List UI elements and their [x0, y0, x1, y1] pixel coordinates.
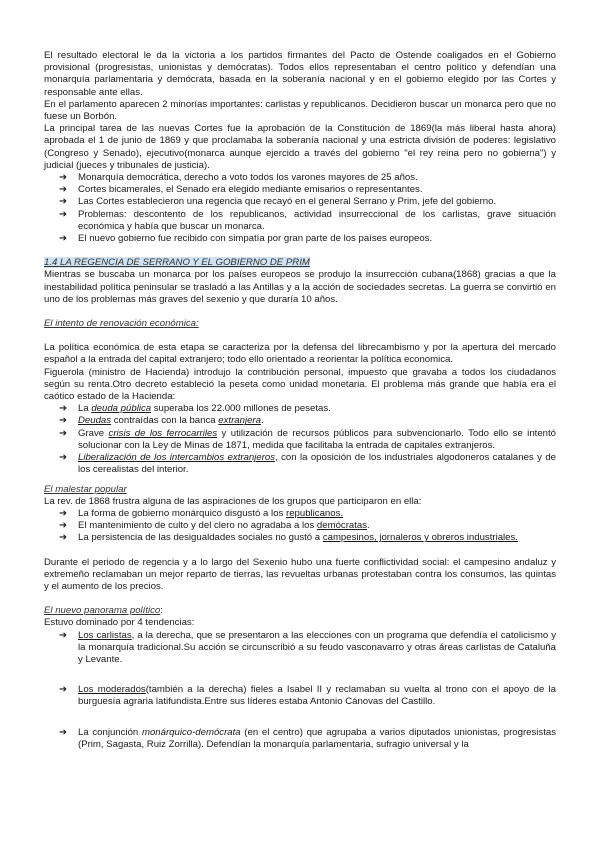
arrow-icon: ➔ — [59, 726, 68, 738]
intro-paragraph-3: La principal tarea de las nuevas Cortes fue la aprobación de la Constitución de 1869(la más liberal hasta ahora) aprobada el 1 de junio de 1869 y que proclamaba la soberanía nacional y una estricta división de poderes: legislativo (Congreso y Senado), ejecutivo(monarca aunque ejercido a través del gobierno "el rey reina pero no gobierna") y judicial (jueces y tribunales de justicia). — [44, 123, 556, 171]
list-item: ➔ La conjunción monárquico-demócrata (en el centro) que agrupaba a varios diputados unionistas, progresistas (Prim, Sagasta, Ruiz Zorrilla). Defendían la monarquía parlamentaria, sufragio universal y la — [59, 726, 556, 750]
arrow-icon: ➔ — [59, 196, 68, 208]
section-heading-malestar: El malestar popular — [44, 483, 127, 495]
economica-bullet-list — [44, 403, 556, 476]
malestar-intro: La rev. de 1868 frustra alguna de las aspiraciones de los grupos que participaron en ella: — [44, 495, 422, 507]
list-item: ➔ Cortes bicamerales, el Senado era elegido mediante emisarios o representantes. — [59, 184, 423, 196]
regencia-paragraph: Mientras se buscaba un monarca por los países europeos se produjo la insurrección cubana(1868) gracias a que la inestabilidad política peninsular se trasladó a las Antillas y a la acción de sociedades secretas. La guerra se convirtió en uno de los problemas más graves del sexenio y que duraría 10 años. — [44, 269, 556, 305]
section-heading-regencia: 1.4 LA REGENCIA DE SERRANO Y EL GOBIERNO DE PRIM — [44, 257, 310, 269]
arrow-icon: ➔ — [59, 629, 68, 641]
list-item: ➔ La persistencia de las desigualdades sociales no gustó a campesinos, jornaleros y obreros industriales. — [59, 532, 518, 544]
list-item: ➔ El mantenimiento de culto y del clero no agradaba a los demócratas. — [59, 520, 370, 532]
document-page: El resultado electoral le da la victoria a los partidos firmantes del Pacto de Ostende coaligados en el Gobierno provisional (progresistas, unionistas y demócratas). Todos ellos representaban el centro político y defendían una monarquía parlamentaria y demócrata, basada en la soberanía nacional y en el gobierno elegido por las Cortes y responsable ante ellas. En el parlamento aparecen 2 minorías importantes: carlistas y republicanos. Decidieron buscar un monarca pero que no fuese un Borbón. La principal tarea de las nuevas Cortes fue la aprobación de la Constitución de 1869(la más liberal hasta ahora) aprobada el 1 de junio de 1869 y que proclamaba la soberanía nacional y una estricta división de poderes: legislativo (Congreso y Senado), ejecutivo(monarca aunque ejercido a través del gobierno "el rey reina pero no gobierna") y judicial (jueces y tribunales de justicia). ➔ Monarquía democrática, derecho a voto todos los varones mayores de 25 años. ➔ Cortes bicamerales, el Senado era elegido mediante emisarios o representantes. ➔ Las Cortes establecieron una regencia que recayó en el general Serrano y Prim, jefe del gobierno. ➔ Problemas: descontento de los republicanos, actividad insurreccional de los carlistas, grave situación económica y había que buscar un monarca. ➔ El nuevo gobierno fue recibido con simpatía por gran parte de los países europeos. 1.4 LA REGENCIA DE SERRANO Y EL GOBIERNO DE PRIM Mientras se buscaba un monarca por los países europeos se produjo la insurrección cubana(1868) gracias a que la inestabilidad política peninsular se trasladó a las Antillas y a la acción de sociedades secretas. La guerra se convirtió en uno de los problemas más graves del sexenio y que duraría 10 años. El intento de renovación económica: La política económica de esta etapa se caracteriza por la defensa del librecambismo y por la apertura del mercado español a la entrada del capital extranjero; todo ello orientado a reorientar la política economica. Figuerola (ministro de Hacienda) introdujo la contribución personal, impuesto que gravaba a todos los ciudadanos según su renta.Otro decreto estableció la peseta como unidad monetaria. El problema más grande que había era el caótico estado de la Hacienda: ➔ La deuda pública superaba los 22.000 millones de pesetas. ➔ Deudas contraídas con la banca extranjera. ➔ Grave crisis de los ferrocarriles y utilización de recursos públicos para subvencionarlo. Todo ello se intentó solucionar con la Ley de Minas de 1871, medida que facilitaba la entrada de capitales extranjeros. ➔ Liberalización de los intercambios extranjeros, con la oposición de los industriales algodoneros catalanes y de los cerealistas del interior. El malestar popular La rev. de 1868 frustra alguna de las aspiraciones de los grupos que participaron en ella: ➔ La forma de gobierno monárquico disgustó a los republicanos. ➔ El mantenimiento de culto y del clero no agradaba a los demócratas. ➔ La persistencia de las desigualdades sociales no gustó a campesinos, jornaleros y obreros industriales. Durante el periodo de regencia y a lo largo del Sexenio hubo una fuerte conflictividad social: el campesino andaluz y extremeño reclamaban un mejor reparto de tierras, las revueltas urbanas protestaban contra los consumos, las quintas y el aumento de los precios. El nuevo panorama político: Estuvo dominado por 4 tendencias: ➔ Los carlistas, a la derecha, que se presentaron a las elecciones con un programa que defendía el catolicismo y la monarquía tradicional.Su acción se circunscribió a su feudo vasconavarro y otras áreas carlistas de Cataluña y Levante. ➔ Los moderados(también a la derecha) fieles a Isabel II y reclamaban su vuelta al trono con el apoyo de la burguesía agraria latifundista.Entre sus líderes estaba Antonio Cánovas del Castillo. ➔ La conjunción monárquico-demócrata (en el centro) que agrupaba a varios diputados unionistas, progresistas (Prim, Sagasta, Ruiz Zorrilla). Defendían la monarquía parlamentaria, sufragio universal y la — [44, 50, 556, 750]
panorama-bullet-list — [44, 630, 556, 751]
arrow-icon: ➔ — [59, 427, 68, 439]
section-heading-panorama: El nuevo panorama político — [44, 605, 161, 617]
panorama-intro: Estuvo dominado por 4 tendencias: — [44, 617, 195, 629]
list-item: ➔ Los carlistas, a la derecha, que se presentaron a las elecciones con un programa que defendía el catolicismo y la monarquía tradicional.Su acción se circunscribió a su feudo vasconavarro y otras áreas carlistas de Cataluña y Levante. — [59, 629, 556, 665]
economica-paragraph-1: La política económica de esta etapa se caracteriza por la defensa del librecambismo y por la apertura del mercado español a la entrada del capital extranjero; todo ello orientado a reorientar la política economica. — [44, 342, 556, 366]
list-item: ➔ Monarquía democrática, derecho a voto todos los varones mayores de 25 años. — [59, 172, 418, 184]
arrow-icon: ➔ — [59, 507, 68, 519]
arrow-icon: ➔ — [59, 403, 68, 415]
malestar-paragraph: Durante el periodo de regencia y a lo largo del Sexenio hubo una fuerte conflictividad social: el campesino andaluz y extremeño reclamaban un mejor reparto de tierras, las revueltas urbanas protestaban contra los consumos, las quintas y el aumento de los precios. — [44, 556, 556, 592]
list-item: ➔ Liberalización de los intercambios extranjeros, con la oposición de los industriales algodoneros catalanes y de los cerealistas del interior. — [59, 452, 556, 476]
arrow-icon: ➔ — [59, 684, 68, 696]
malestar-bullet-list — [44, 508, 556, 545]
list-item: ➔ La forma de gobierno monárquico disgustó a los republicanos. — [59, 507, 344, 519]
arrow-icon: ➔ — [59, 208, 68, 220]
arrow-icon: ➔ — [59, 172, 68, 184]
list-item: ➔ Las Cortes establecieron una regencia que recayó en el general Serrano y Prim, jefe del gobierno. — [59, 196, 497, 208]
arrow-icon: ➔ — [59, 452, 68, 464]
list-item: ➔ La deuda pública superaba los 22.000 millones de pesetas. — [59, 403, 331, 415]
list-item: ➔ Grave crisis de los ferrocarriles y utilización de recursos públicos para subvencionarlo. Todo ello se intentó solucionar con la Ley de Minas de 1871, medida que facilitaba la entrada de capitales extranjeros. — [59, 427, 556, 451]
section-heading-economica: El intento de renovación económica: — [44, 318, 199, 330]
list-item: ➔ Problemas: descontento de los republicanos, actividad insurreccional de los carlistas, grave situación económica y había que buscar un monarca. — [59, 208, 556, 232]
intro-bullet-list — [44, 172, 556, 245]
intro-paragraph-2: En el parlamento aparecen 2 minorías importantes: carlistas y republicanos. Decidieron buscar un monarca pero que no fuese un Borbón. — [44, 98, 556, 123]
list-item: ➔ Los moderados(también a la derecha) fieles a Isabel II y reclamaban su vuelta al trono con el apoyo de la burguesía agraria latifundista.Entre sus líderes estaba Antonio Cánovas del Castillo. — [59, 684, 556, 708]
list-item: ➔ Deudas contraídas con la banca extranjera. — [59, 415, 264, 427]
arrow-icon: ➔ — [59, 415, 68, 427]
intro-paragraph-1: El resultado electoral le da la victoria a los partidos firmantes del Pacto de Ostende coaligados en el Gobierno provisional (progresistas, unionistas y demócratas). Todos ellos representaban el centro político y defendían una monarquía parlamentaria y demócrata, basada en la soberanía nacional y en el gobierno elegido por las Cortes y responsable ante ellas. — [44, 50, 556, 98]
arrow-icon: ➔ — [59, 532, 68, 544]
arrow-icon: ➔ — [59, 233, 68, 245]
list-item: ➔ El nuevo gobierno fue recibido con simpatía por gran parte de los países europeos. — [59, 233, 433, 245]
arrow-icon: ➔ — [59, 184, 68, 196]
arrow-icon: ➔ — [59, 520, 68, 532]
economica-paragraph-2: Figuerola (ministro de Hacienda) introdujo la contribución personal, impuesto que gravaba a todos los ciudadanos según su renta.Otro decreto estableció la peseta como unidad monetaria. El problema más grande que había era el caótico estado de la Hacienda: — [44, 366, 556, 403]
